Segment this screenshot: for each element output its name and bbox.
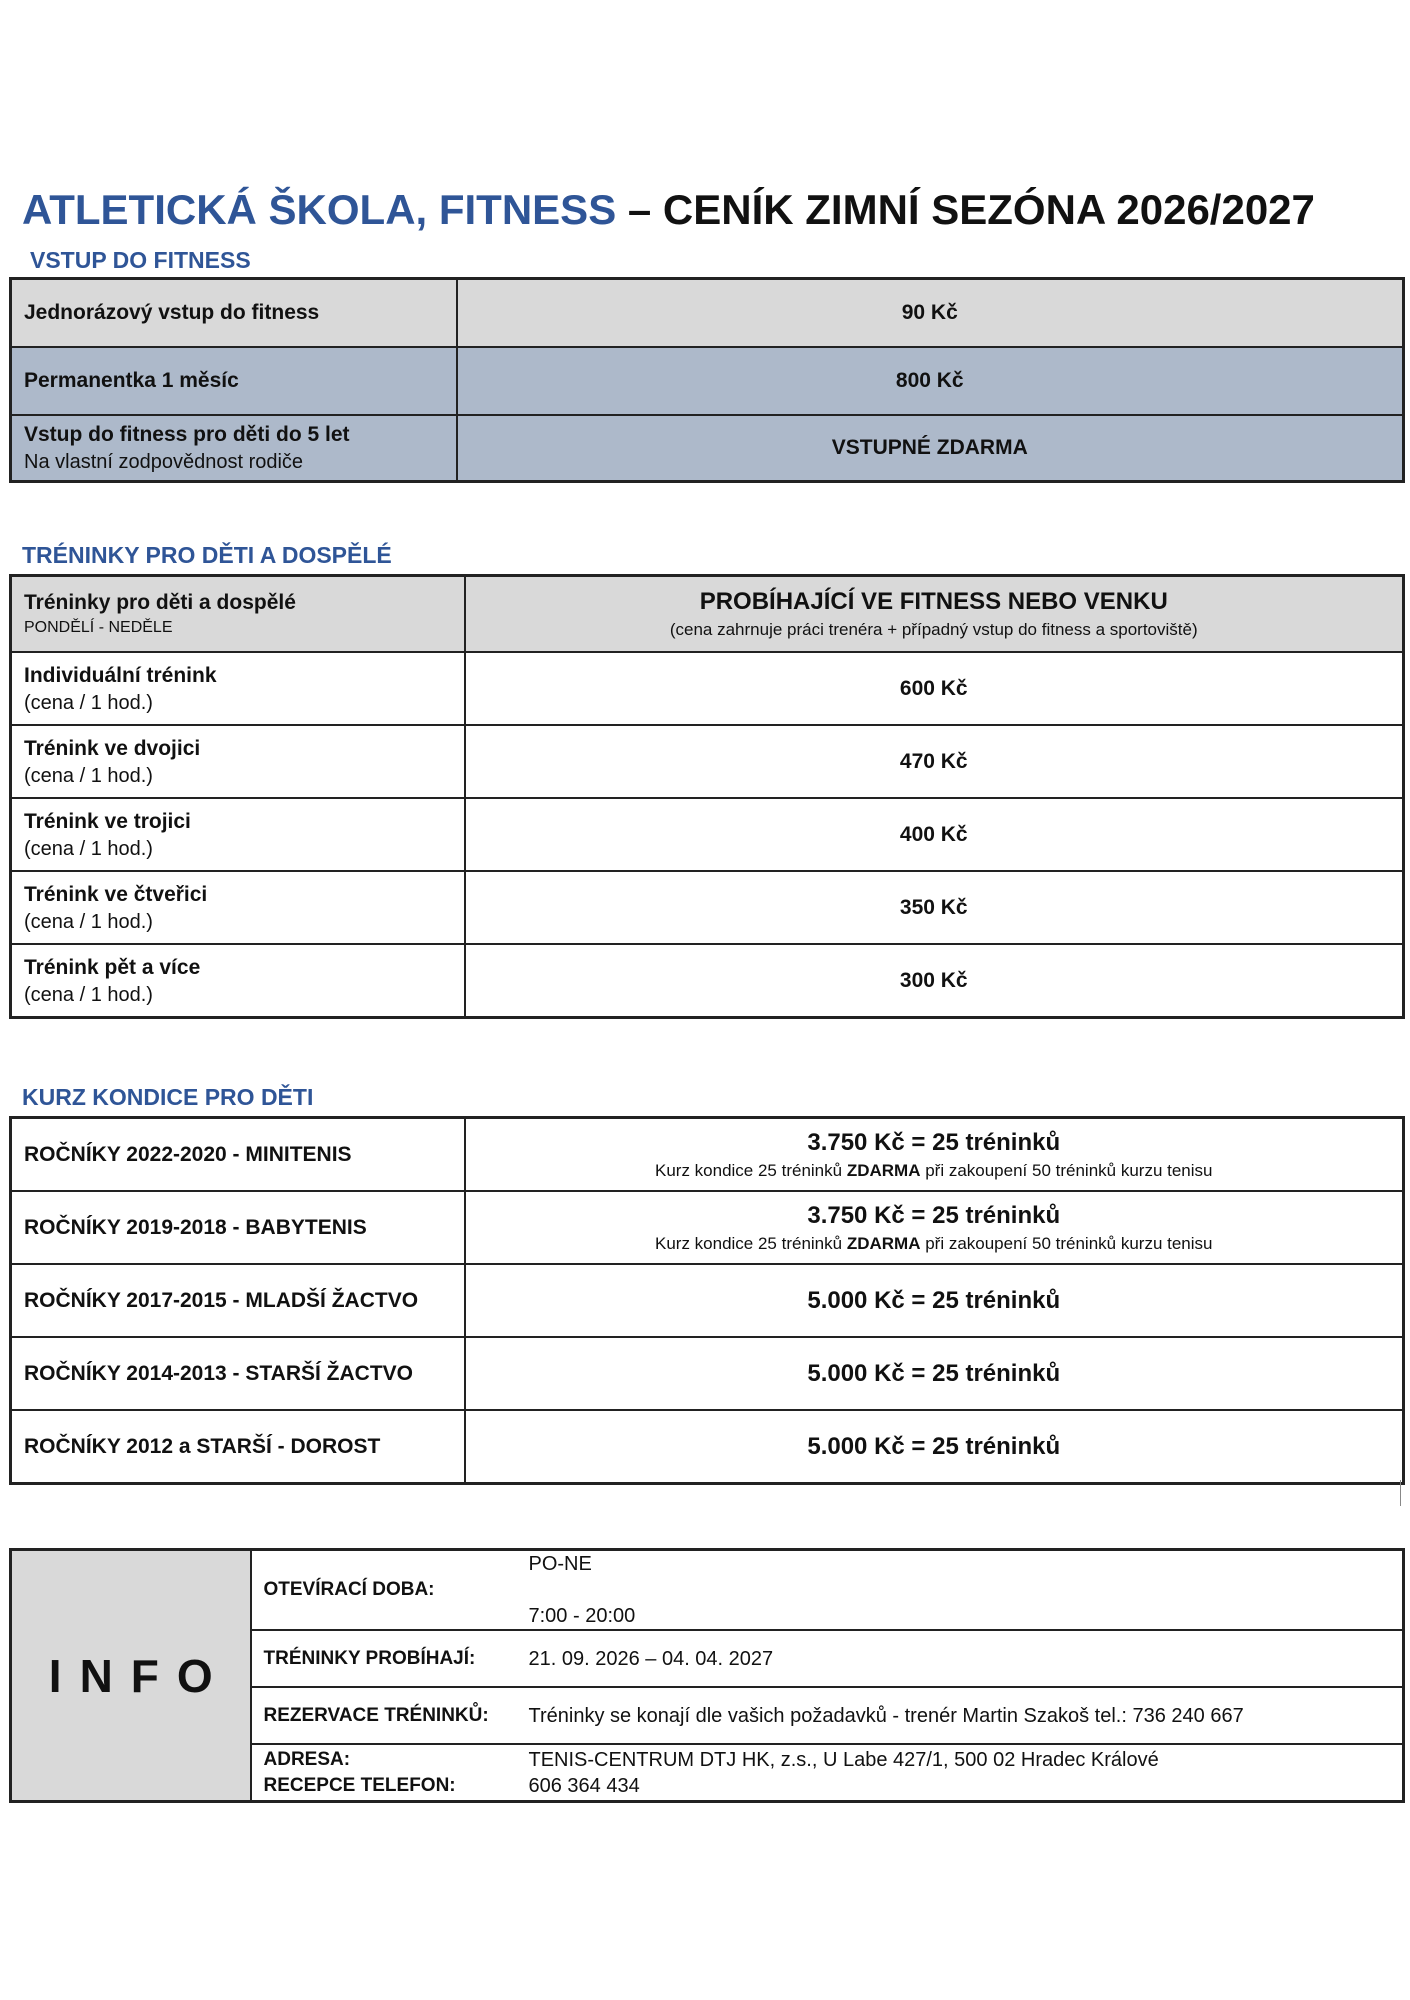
table-row (11, 944, 1404, 1018)
kondice-price-table (9, 1116, 1405, 1485)
info-value-period: 21. 09. 2026 – 04. 04. 2027 (517, 1630, 1404, 1687)
info-key-reservation: REZERVACE TRÉNINKŮ: (251, 1687, 517, 1744)
fitness-price-table (9, 277, 1405, 483)
fitness-row-price: 90 Kč (457, 279, 1404, 348)
fitness-row-price: 800 Kč (457, 347, 1404, 415)
fitness-row-label: Permanentka 1 měsíc (11, 347, 457, 415)
training-row-price: 600 Kč (465, 652, 1404, 725)
table-row (11, 415, 1404, 482)
training-row-label: Trénink ve dvojici (cena / 1 hod.) (11, 725, 465, 798)
kondice-heading: KURZ KONDICE PRO DĚTI (22, 1084, 314, 1110)
fitness-row-sublabel: Na vlastní zodpovědnost rodiče (24, 451, 304, 473)
training-row-price: 300 Kč (465, 944, 1404, 1018)
info-label: INFO (11, 1550, 251, 1802)
table-row (11, 1118, 1404, 1192)
kondice-row-label: ROČNÍKY 2012 a STARŠÍ - DOROST (11, 1410, 465, 1484)
fitness-row-price: VSTUPNÉ ZDARMA (457, 415, 1404, 482)
kondice-note: Kurz kondice 25 tréninků ZDARMA při zakoupení 50 tréninků kurzu tenisu (654, 1160, 1213, 1180)
info-table (9, 1548, 1405, 1803)
training-row-label: Trénink ve čtveřici (cena / 1 hod.) (11, 871, 465, 944)
table-row (11, 871, 1404, 944)
table-row (11, 347, 1404, 415)
info-key-address: ADRESA: RECEPCE TELEFON: (251, 1744, 517, 1802)
kondice-row-price: 5.000 Kč = 25 tréninků (465, 1264, 1404, 1337)
table-row (11, 652, 1404, 725)
table-row (11, 279, 1404, 348)
trainings-heading: TRÉNINKY PRO DĚTI A DOSPĚLÉ (22, 542, 392, 568)
trainings-head-left: Tréninky pro děti a dospělé PONDĚLÍ - NEDĚLE (11, 576, 465, 653)
training-row-price: 400 Kč (465, 798, 1404, 871)
trainings-head-right: PROBÍHAJÍCÍ VE FITNESS NEBO VENKU (cena zahrnuje práci trenéra + případný vstup do fitness a sportoviště) (465, 576, 1404, 653)
training-row-price: 350 Kč (465, 871, 1404, 944)
trainings-price-table (9, 574, 1405, 1019)
info-value-opening: PO-NE 7:00 - 20:00 (517, 1550, 1404, 1631)
info-value-address: TENIS-CENTRUM DTJ HK, z.s., U Labe 427/1, 500 02 Hradec Králové 606 364 434 (517, 1744, 1404, 1802)
kondice-row-label: ROČNÍKY 2017-2015 - MLADŠÍ ŽACTVO (11, 1264, 465, 1337)
training-row-price: 470 Kč (465, 725, 1404, 798)
kondice-row-price: 5.000 Kč = 25 tréninků (465, 1410, 1404, 1484)
table-row (11, 1337, 1404, 1410)
training-row-label: Individuální trénink (cena / 1 hod.) (11, 652, 465, 725)
table-row (11, 1191, 1404, 1264)
info-value-reservation: Tréninky se konají dle vašich požadavků - trenér Martin Szakoš tel.: 736 240 667 (517, 1687, 1404, 1744)
training-row-label: Trénink pět a více (cena / 1 hod.) (11, 944, 465, 1018)
fitness-row-label: Jednorázový vstup do fitness (11, 279, 457, 348)
table-row (11, 1264, 1404, 1337)
training-row-label: Trénink ve trojici (cena / 1 hod.) (11, 798, 465, 871)
page-edge-mark (1400, 1480, 1401, 1506)
table-row (11, 798, 1404, 871)
info-key-period: TRÉNINKY PROBÍHAJÍ: (251, 1630, 517, 1687)
kondice-note: Kurz kondice 25 tréninků ZDARMA při zakoupení 50 tréninků kurzu tenisu (654, 1233, 1213, 1253)
kondice-row-label: ROČNÍKY 2022-2020 - MINITENIS (11, 1118, 465, 1192)
page-title (22, 186, 1315, 234)
table-header-row (11, 576, 1404, 653)
kondice-row-label: ROČNÍKY 2014-2013 - STARŠÍ ŽACTVO (11, 1337, 465, 1410)
table-row (11, 725, 1404, 798)
kondice-row-price: 3.750 Kč = 25 tréninků Kurz kondice 25 tréninků ZDARMA při zakoupení 50 tréninků kurzu tenisu (465, 1191, 1404, 1264)
table-row (11, 1550, 1404, 1631)
table-row (11, 1410, 1404, 1484)
title-blue-part: ATLETICKÁ ŠKOLA, FITNESS (22, 186, 617, 233)
kondice-row-price: 3.750 Kč = 25 tréninků Kurz kondice 25 tréninků ZDARMA při zakoupení 50 tréninků kurzu tenisu (465, 1118, 1404, 1192)
fitness-row-label: Vstup do fitness pro děti do 5 let Na vlastní zodpovědnost rodiče (11, 415, 457, 482)
fitness-heading: VSTUP DO FITNESS (30, 247, 251, 273)
info-key-opening: OTEVÍRACÍ DOBA: (251, 1550, 517, 1631)
kondice-row-price: 5.000 Kč = 25 tréninků (465, 1337, 1404, 1410)
title-black-part: – CENÍK ZIMNÍ SEZÓNA 2026/2027 (616, 186, 1315, 233)
kondice-row-label: ROČNÍKY 2019-2018 - BABYTENIS (11, 1191, 465, 1264)
